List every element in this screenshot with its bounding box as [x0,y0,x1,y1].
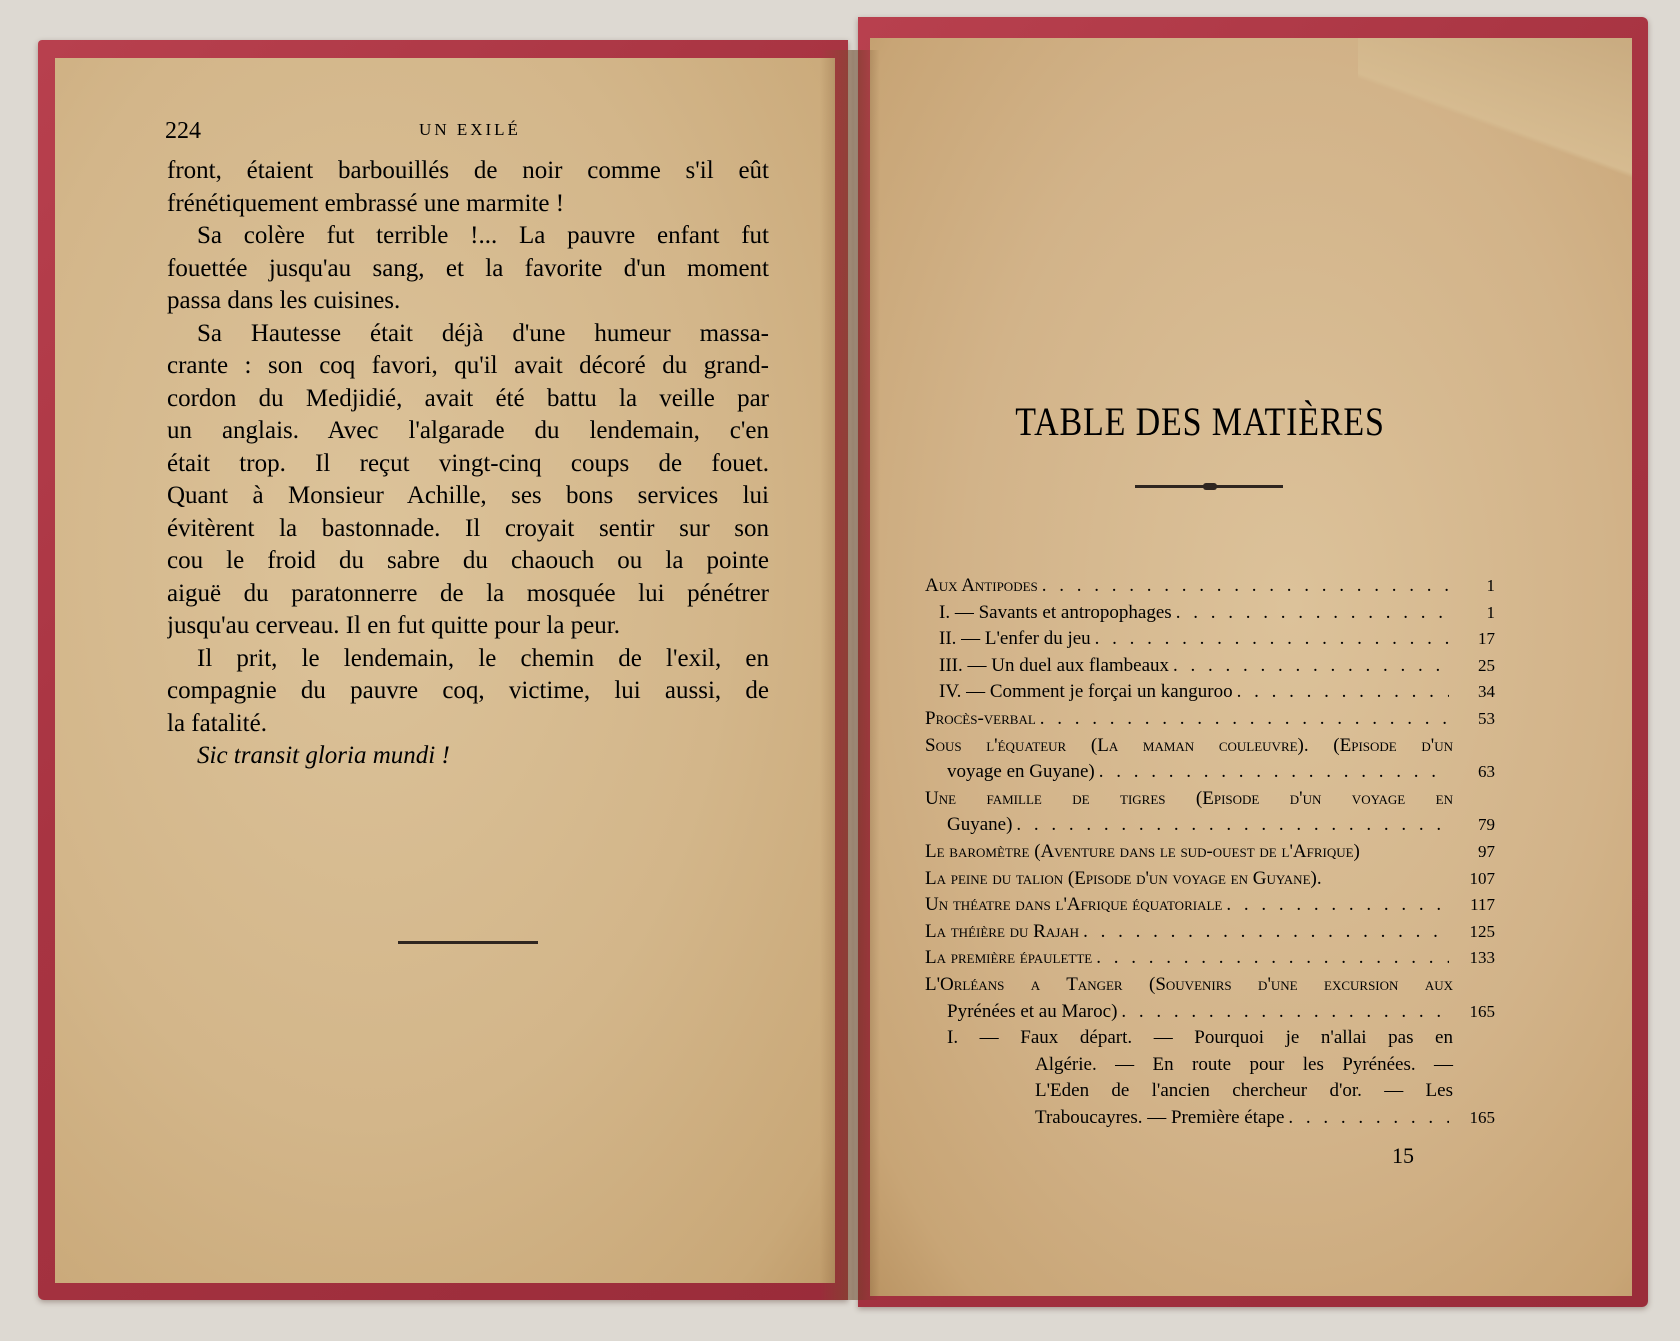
end-rule [398,941,538,944]
toc-entry-page: 107 [1469,868,1495,888]
toc-entry [925,733,1495,760]
text-line: Sa Hautesse était déjà d'une humeur massa- [197,319,769,347]
dot-leader [1121,999,1449,1026]
dot-leader [1016,812,1449,839]
text-line: la fatalité. [167,709,267,737]
text-line: frénétiquement embrassé une marmite ! [167,189,565,217]
toc-entry [925,839,1495,866]
dot-leader [1095,626,1449,653]
toc-entry [925,1078,1495,1105]
text-line: jusqu'au cerveau. Il en fut quitte pour la peur. [167,612,620,639]
dot-leader [1042,573,1449,600]
toc-entry-page: 1 [1486,602,1495,622]
toc-entry [925,1025,1495,1052]
running-title: UN EXILÉ [419,120,521,139]
toc-entry [925,812,1495,839]
folded-corner [1358,38,1632,208]
dot-leader [1288,1105,1449,1132]
toc-entry-page: 117 [1470,895,1495,915]
folio-signature: 15 [1392,1143,1414,1168]
toc-entry [925,999,1495,1026]
toc-entry [925,706,1495,733]
toc-title: TABLE DES MATIÈRES [1015,399,1385,444]
toc-entry-page: 165 [1469,1001,1495,1021]
toc-entry-page: 97 [1478,841,1495,861]
text-line: aiguë du paratonnerre de la mosquée lui pénétrer [167,579,769,607]
toc-entry [925,1052,1495,1079]
toc-entry-page: 34 [1478,682,1495,702]
toc-entry-page: 17 [1478,629,1495,649]
toc-entry-text: IV. — Comment je forçai un kanguroo [939,681,1233,703]
dot-leader [1173,653,1449,680]
text-line: Sa colère fut terrible !... La pauvre enfant fut [197,222,769,249]
toc-entry-text: Algérie. — En route pour les Pyrénées. — [1035,1053,1453,1075]
toc-entry-text: La peine du talion (Episode d'un voyage en Guyane). [925,867,1322,889]
toc-entry-page: 165 [1469,1107,1495,1127]
toc-entry-text: L'Orléans a Tanger (Souvenirs d'une excursion aux [925,973,1453,995]
toc-entry-text: Aux Antipodes [925,575,1038,596]
toc-entry-text: Traboucayres. — Première étape [1035,1106,1285,1128]
book-gutter [820,50,880,1300]
toc-entry-text: La théière du Rajah [925,920,1080,942]
toc-entry-page: 133 [1469,948,1495,968]
toc-entry [925,919,1495,946]
toc-entry [925,972,1495,999]
toc-entry [925,892,1495,919]
table-of-contents [925,573,1495,1131]
toc-entry-text: voyage en Guyane) [947,761,1095,783]
text-line: Il prit, le lendemain, le chemin de l'exil, en [197,644,769,672]
dot-leader [1226,892,1449,919]
toc-entry [925,786,1495,813]
dot-leader [1099,759,1449,786]
text-line: Quant à Monsieur Achille, ses bons services lui [167,482,769,509]
toc-entry-text: Pyrénées et au Maroc) [947,1000,1118,1022]
dot-leader [1176,600,1449,627]
toc-entry [925,653,1495,680]
toc-entry [925,945,1495,972]
toc-entry [925,759,1495,786]
dot-leader [1237,679,1449,706]
body-text [167,155,769,773]
toc-entry [925,600,1495,627]
closing-quote: Sic transit gloria mundi ! [197,742,450,769]
text-line: crante : son coq favori, qu'il avait décoré du grand- [167,352,769,379]
toc-entry [925,573,1495,600]
toc-entry [925,626,1495,653]
text-line: cordon du Medjidié, avait été battu la veille par [167,384,769,412]
dot-leader [1083,919,1449,946]
dot-leader [1040,706,1449,733]
toc-entry-text: La première épaulette [925,947,1093,969]
toc-entry-text: Guyane) [947,814,1013,836]
toc-entry-text: Le baromètre (Aventure dans le sud-ouest de l'Afrique) [925,840,1360,862]
text-line: front, étaient barbouillés de noir comme s'il eût [167,157,769,184]
text-line: fouettée jusqu'au sang, et la favorite d'un moment [167,254,769,282]
toc-entry-page: 53 [1478,708,1495,728]
toc-entry-page: 25 [1478,655,1495,675]
toc-entry-text: Une famille de tigres (Episode d'un voyage en [925,787,1453,809]
toc-entry-page: 79 [1478,815,1495,835]
toc-entry-text: L'Eden de l'ancien chercheur d'or. — Les [1035,1080,1453,1102]
text-line: cou le froid du sabre du chaouch ou la pointe [167,547,769,574]
toc-entry-text: Sous l'équateur (La maman couleuvre). (Episode d'un [925,734,1453,756]
text-line: évitèrent la bastonnade. Il croyait sentir sur son [167,514,769,542]
toc-entry-text: Procès-verbal [925,707,1036,729]
toc-entry-text: Un théatre dans l'Afrique équatoriale [925,894,1223,916]
toc-entry [925,1105,1495,1132]
text-line: était trop. Il reçut vingt-cinq coups de fouet. [167,449,769,477]
running-head [165,118,775,148]
toc-entry [925,679,1495,706]
text-line: passa dans les cuisines. [167,287,401,314]
toc-entry-page: 1 [1486,576,1495,595]
toc-entry-text: II. — L'enfer du jeu [939,628,1091,650]
text-line: un anglais. Avec l'algarade du lendemain, c'en [167,417,769,444]
toc-entry-text: III. — Un duel aux flambeaux [939,654,1170,676]
toc-entry-text: I. — Savants et antropophages [939,601,1172,623]
text-line: compagnie du pauvre coq, victime, lui aussi, de [167,677,769,704]
dot-leader [1096,945,1449,972]
page-number: 224 [165,118,201,144]
toc-entry-text: I. — Faux départ. — Pourquoi je n'allai pas en [947,1027,1453,1049]
title-rule [1135,485,1283,488]
toc-entry-page: 63 [1478,762,1495,782]
toc-entry-page: 125 [1469,921,1495,941]
toc-entry [925,866,1495,893]
